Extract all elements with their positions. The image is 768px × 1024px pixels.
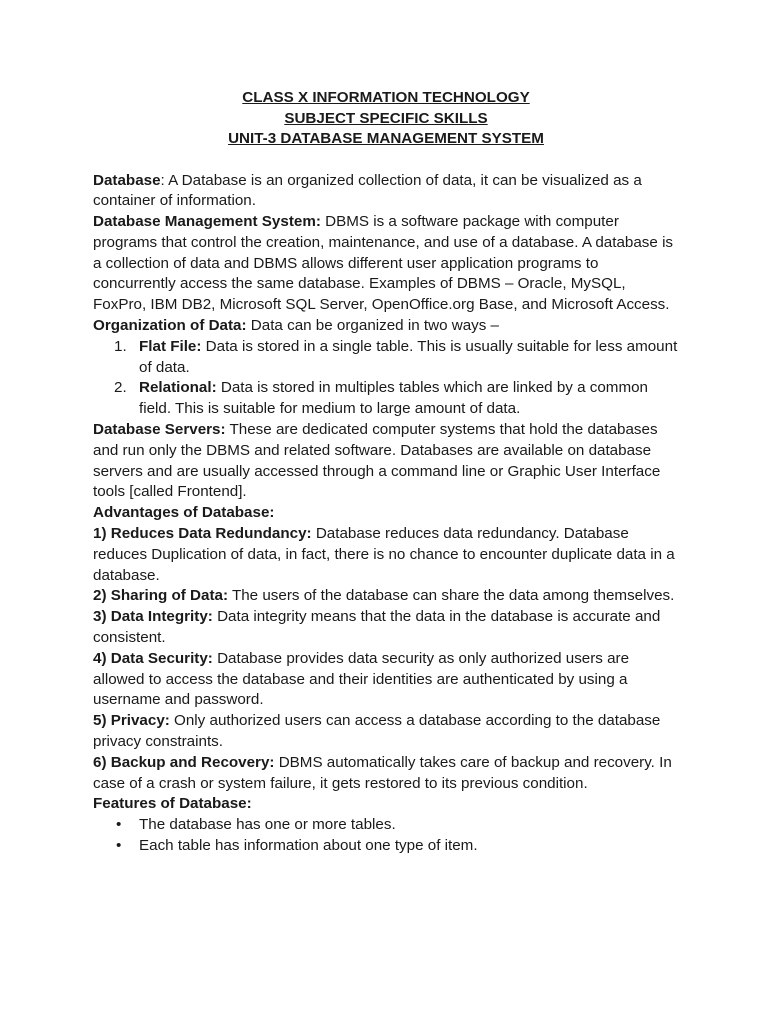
servers-term: Database Servers: (93, 421, 226, 439)
organization-text: Data can be organized in two ways – (246, 317, 500, 335)
servers-definition (93, 420, 683, 503)
advantage-text: Database reduces data redundancy. Database reduces Duplication of data, in fact, there is no chance to encounter duplicate data in a database. (93, 525, 675, 584)
advantage-item (93, 711, 683, 753)
dbms-text: DBMS is a software package with computer programs that control the creation, maintenance, and use of a database. A database is a collection of data and DBMS allows different user application programs to concurrently access the same database. Examples of DBMS – Oracle, MySQL, FoxPro, IBM DB2, Microsoft SQL Server, OpenOffice.org Base, and Microsoft Access. (93, 213, 674, 314)
list-number: 1. (114, 337, 127, 355)
advantage-item (93, 524, 683, 586)
features-heading: Features of Database: (93, 795, 252, 813)
title-line-unit: UNIT-3 DATABASE MANAGEMENT SYSTEM (228, 130, 544, 147)
advantage-text: The users of the database can share the data among themselves. (228, 587, 675, 605)
list-text: The database has one or more tables. (139, 816, 396, 834)
document-page (93, 88, 683, 857)
advantage-term: 6) Backup and Recovery: (93, 753, 275, 771)
list-item (93, 337, 683, 379)
advantage-item (93, 649, 683, 711)
list-term: Flat File: (139, 337, 202, 355)
database-definition (93, 171, 683, 213)
list-item (93, 836, 683, 857)
advantage-text: Data integrity means that the data in the database is accurate and consistent. (93, 608, 661, 647)
organization-term: Organization of Data: (93, 317, 247, 335)
organization-definition (93, 316, 683, 337)
advantage-item (93, 607, 683, 649)
advantage-text: Only authorized users can access a database according to the database privacy constraints. (93, 712, 661, 751)
servers-text: These are dedicated computer systems that hold the databases and run only the DBMS and related software. Databases are available on database servers and are usually accessed through a command line or Graphic User Interface tools [called Frontend]. (93, 421, 661, 501)
list-text: Data is stored in multiples tables which are linked by a common field. This is suitable for medium to large amount of data. (139, 379, 648, 418)
organization-list (93, 337, 683, 420)
advantage-text: Database provides data security as only authorized users are allowed to access the database and their identities are authenticated by using a username and password. (93, 649, 630, 709)
advantage-term: 2) Sharing of Data: (93, 587, 229, 605)
list-text: Each table has information about one type of item. (139, 837, 478, 854)
title-line-class: CLASS X INFORMATION TECHNOLOGY (242, 89, 530, 106)
advantage-term: 1) Reduces Data Redundancy: (93, 525, 312, 543)
list-term: Relational: (139, 379, 217, 397)
list-item (93, 378, 683, 420)
features-list (93, 815, 683, 857)
bullet-icon: • (116, 816, 122, 834)
title-line-subject: SUBJECT SPECIFIC SKILLS (284, 109, 488, 127)
list-number: 2. (114, 379, 127, 397)
advantage-term: 4) Data Security: (93, 649, 213, 667)
bullet-icon: • (116, 837, 122, 854)
advantage-item (93, 753, 683, 795)
database-text: : A Database is an organized collection of data, it can be visualized as a container of information. (93, 171, 642, 210)
document-title (83, 88, 689, 150)
advantage-term: 3) Data Integrity: (93, 608, 213, 626)
advantages-heading: Advantages of Database: (93, 504, 275, 522)
database-term: Database (93, 171, 161, 189)
list-text: Data is stored in a single table. This is usually suitable for less amount of data. (139, 337, 678, 376)
dbms-term: Database Management System: (93, 213, 321, 231)
spacer (93, 150, 683, 171)
advantage-text: DBMS automatically takes care of backup and recovery. In case of a crash or system failure, it gets restored to its previous condition. (93, 753, 672, 792)
advantage-item (93, 586, 683, 607)
advantage-term: 5) Privacy: (93, 712, 170, 730)
dbms-definition (93, 212, 683, 316)
list-item (93, 815, 683, 836)
